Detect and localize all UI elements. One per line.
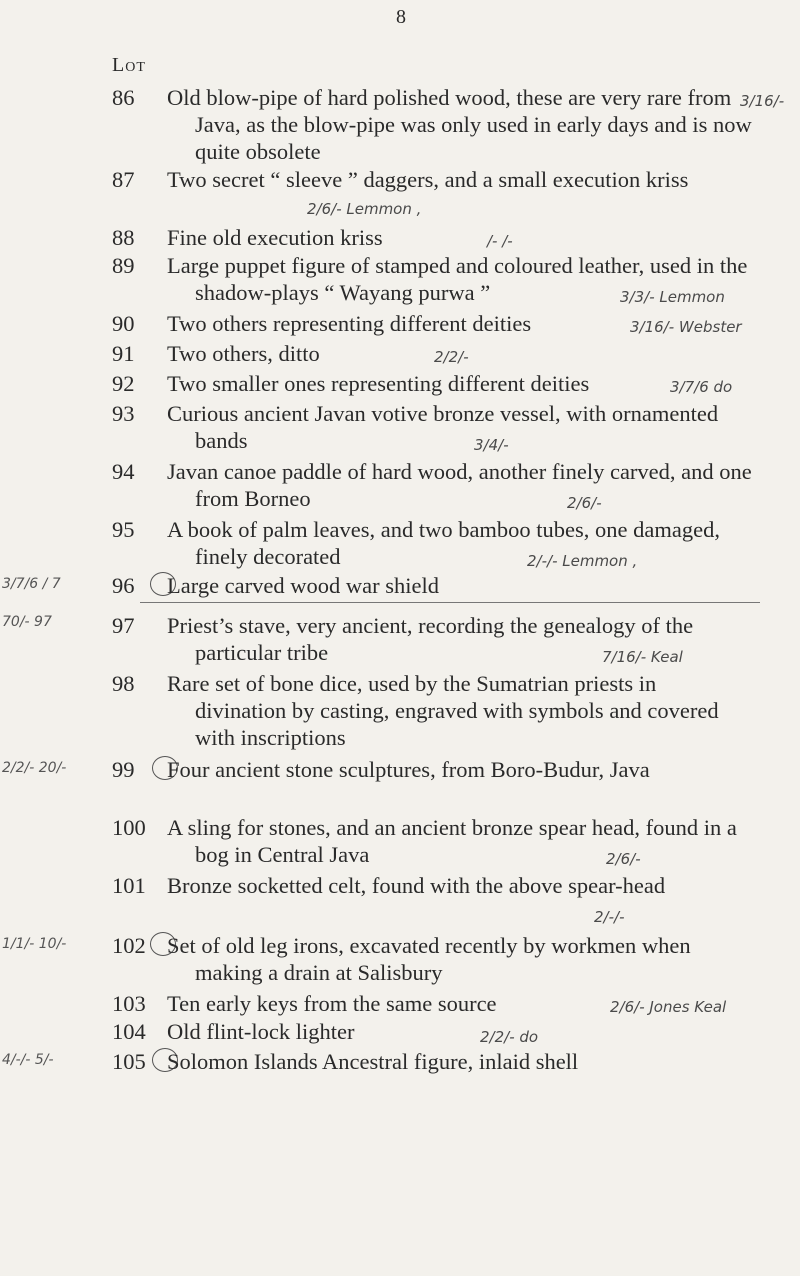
lot-description: Two others, ditto (167, 341, 320, 366)
lot-number: 95 (112, 517, 135, 542)
price-note: 3/3/- Lemmon (620, 288, 725, 306)
lot-number: 86 (112, 85, 135, 110)
lot-description: Set of old leg irons, excavated recently by workmen when making a drain at Salisbury (167, 933, 691, 985)
margin-note-96: 3/7/6 / 7 (2, 576, 61, 592)
lot-number: 100 (112, 815, 146, 840)
price-note: 2/6/- Jones Keal (610, 998, 727, 1016)
lot-number: 94 (112, 459, 135, 484)
lot-entry-104 (112, 1018, 752, 1045)
lot-description: Old blow-pipe of hard polished wood, these are very rare from Java, as the blow-pipe was only used in early days and is now quite obsolete (167, 85, 752, 164)
lot-description: Ten early keys from the same source (167, 991, 497, 1016)
lot-entry-96 (112, 572, 752, 599)
lot-number: 90 (112, 311, 135, 336)
lot-number: 91 (112, 341, 135, 366)
lot-description: Two smaller ones representing different deities (167, 371, 590, 396)
margin-rule (140, 602, 760, 603)
price-note: 2/-/- Lemmon , (527, 552, 638, 570)
lot-description: A sling for stones, and an ancient bronze spear head, found in a bog in Central Java (167, 815, 737, 867)
lot-number: 93 (112, 401, 135, 426)
lot-entry-94 (112, 458, 752, 512)
lot-number: 103 (112, 991, 146, 1016)
lot-entry-93 (112, 400, 752, 454)
lot-entry-101 (112, 872, 752, 926)
lot-column-heading: Lot (112, 54, 146, 76)
price-note: 3/4/- (474, 436, 509, 454)
price-note: 7/16/- Keal (602, 648, 683, 666)
lot-entry-90 (112, 310, 752, 337)
margin-note-102: 1/1/- 10/- (2, 936, 67, 952)
lot-number: 102 (112, 933, 146, 958)
price-note: 2/6/- (567, 494, 602, 512)
price-note: 3/16/- Webster (630, 318, 742, 336)
lot-entry-87 (112, 166, 752, 218)
price-note: 3/16/- (740, 92, 785, 110)
price-note: /- /- (487, 232, 513, 250)
lot-description: Javan canoe paddle of hard wood, another finely carved, and one from Borneo (167, 459, 752, 511)
price-note: 2/-/- (594, 908, 625, 926)
lot-number: 104 (112, 1019, 146, 1044)
price-note: 2/2/- do (480, 1028, 539, 1046)
margin-note-97: 70/- 97 (2, 614, 52, 630)
price-note: 2/6/- (606, 850, 641, 868)
lot-entry-99 (112, 756, 752, 783)
lot-entry-88 (112, 224, 752, 251)
lot-description: Two others representing different deities (167, 311, 532, 336)
lot-number: 88 (112, 225, 135, 250)
lot-entry-92 (112, 370, 752, 397)
lot-description: A book of palm leaves, and two bamboo tubes, one damaged, finely decorated (167, 517, 720, 569)
lot-number: 98 (112, 671, 135, 696)
lot-description: Fine old execution kriss (167, 225, 383, 250)
lot-description: Rare set of bone dice, used by the Sumatrian priests in divination by casting, engraved with symbols and covered with inscriptions (167, 671, 719, 750)
lot-description: Bronze socketted celt, found with the above spear-head (167, 873, 666, 898)
lot-number: 87 (112, 167, 135, 192)
lot-entry-95 (112, 516, 752, 570)
lot-description: Priest’s stave, very ancient, recording the genealogy of the particular tribe (167, 613, 694, 665)
lot-number: 101 (112, 873, 146, 898)
lot-description: Four ancient stone sculptures, from Boro-Budur, Java (167, 757, 650, 782)
lot-entry-100 (112, 814, 752, 868)
lot-entry-103 (112, 990, 752, 1017)
lot-entry-86 (112, 84, 785, 165)
lot-description: Large puppet figure of stamped and coloured leather, used in the shadow-plays “ Wayang purwa ” (167, 253, 748, 305)
lot-entry-89 (112, 252, 752, 306)
lot-number: 89 (112, 253, 135, 278)
lot-description: Two secret “ sleeve ” daggers, and a small execution kriss (167, 167, 689, 192)
margin-note-105: 4/-/- 5/- (2, 1052, 54, 1068)
lot-entry-105 (112, 1048, 752, 1075)
lot-number: 92 (112, 371, 135, 396)
lot-description: Solomon Islands Ancestral figure, inlaid shell (167, 1049, 579, 1074)
lot-number: 96 (112, 573, 135, 598)
price-note: 3/7/6 do (670, 378, 733, 396)
price-note: 2/2/- (434, 348, 469, 366)
lot-entry-97 (112, 612, 752, 666)
lot-description: Old flint-lock lighter (167, 1019, 355, 1044)
lot-description: Large carved wood war shield (167, 573, 439, 598)
lot-number: 97 (112, 613, 135, 638)
lot-number: 105 (112, 1049, 146, 1074)
lot-entry-91 (112, 340, 752, 367)
lot-entry-98 (112, 670, 752, 751)
lot-description: Curious ancient Javan votive bronze vessel, with ornamented bands (167, 401, 719, 453)
margin-note-99: 2/2/- 20/- (2, 760, 67, 776)
price-note: 2/6/- Lemmon , (307, 200, 422, 218)
page-number: 8 (396, 6, 406, 28)
lot-entry-102 (112, 932, 752, 986)
lot-number: 99 (112, 757, 135, 782)
